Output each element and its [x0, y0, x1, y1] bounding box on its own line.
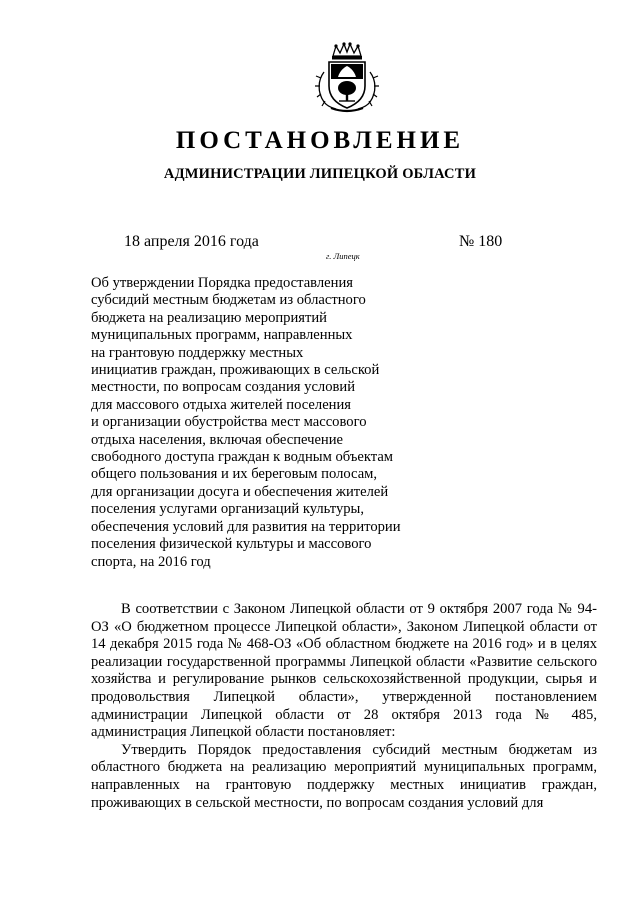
- issuing-authority: АДМИНИСТРАЦИИ ЛИПЕЦКОЙ ОБЛАСТИ: [163, 166, 477, 182]
- body-paragraph: Утвердить Порядок предоставления субсидий местным бюджетам из областного бюджета на реализацию мероприятий муниципальных программ, направленных на грантовую поддержку местных инициатив граждан, проживающих в сельской местности, по вопросам создания условий для: [91, 741, 597, 811]
- document-body: [91, 601, 597, 812]
- document-title: ПОСТАНОВЛЕНИЕ: [175, 127, 465, 154]
- document-number: № 180: [459, 233, 503, 250]
- body-paragraph: В соответствии с Законом Липецкой области от 9 октября 2007 года № 94-ОЗ «О бюджетном процессе Липецкой области», Законом Липецкой области от 14 декабря 2015 года № 468-ОЗ «Об областном бюджете на 2016 год» и в целях реализации государственной программы Липецкой области «Развитие сельского хозяйства и регулирование рынков сельскохозяйственной продукции, сырья и продовольствия Липецкой области», утвержденной постановлением администрации Липецкой области от 28 октября 2013 года № 485, администрация Липецкой области постановляет:: [91, 601, 597, 741]
- document-date: 18 апреля 2016 года: [124, 233, 259, 250]
- lipetsk-region-coat-of-arms-icon: [314, 42, 380, 114]
- document-city: г. Липецк: [326, 251, 360, 261]
- document-subject: Об утверждении Порядка предоставления субсидий местным бюджетам из областного бюджета на реализацию мероприятий муниципальных программ, направленных на грантовую поддержку местных инициатив граждан, проживающих в сельской местности, по вопросам создания условий для массового отдыха жителей поселения и организации обустройства мест массового отдыха населения, включая обеспечение свободного доступа граждан к водным объектам общего пользования и их береговым полосам, для организации досуга и обеспечения жителей поселения услугами организаций культуры, обеспечения условий для развития на территории поселения физической культуры и массового спорта, на 2016 год: [91, 275, 401, 570]
